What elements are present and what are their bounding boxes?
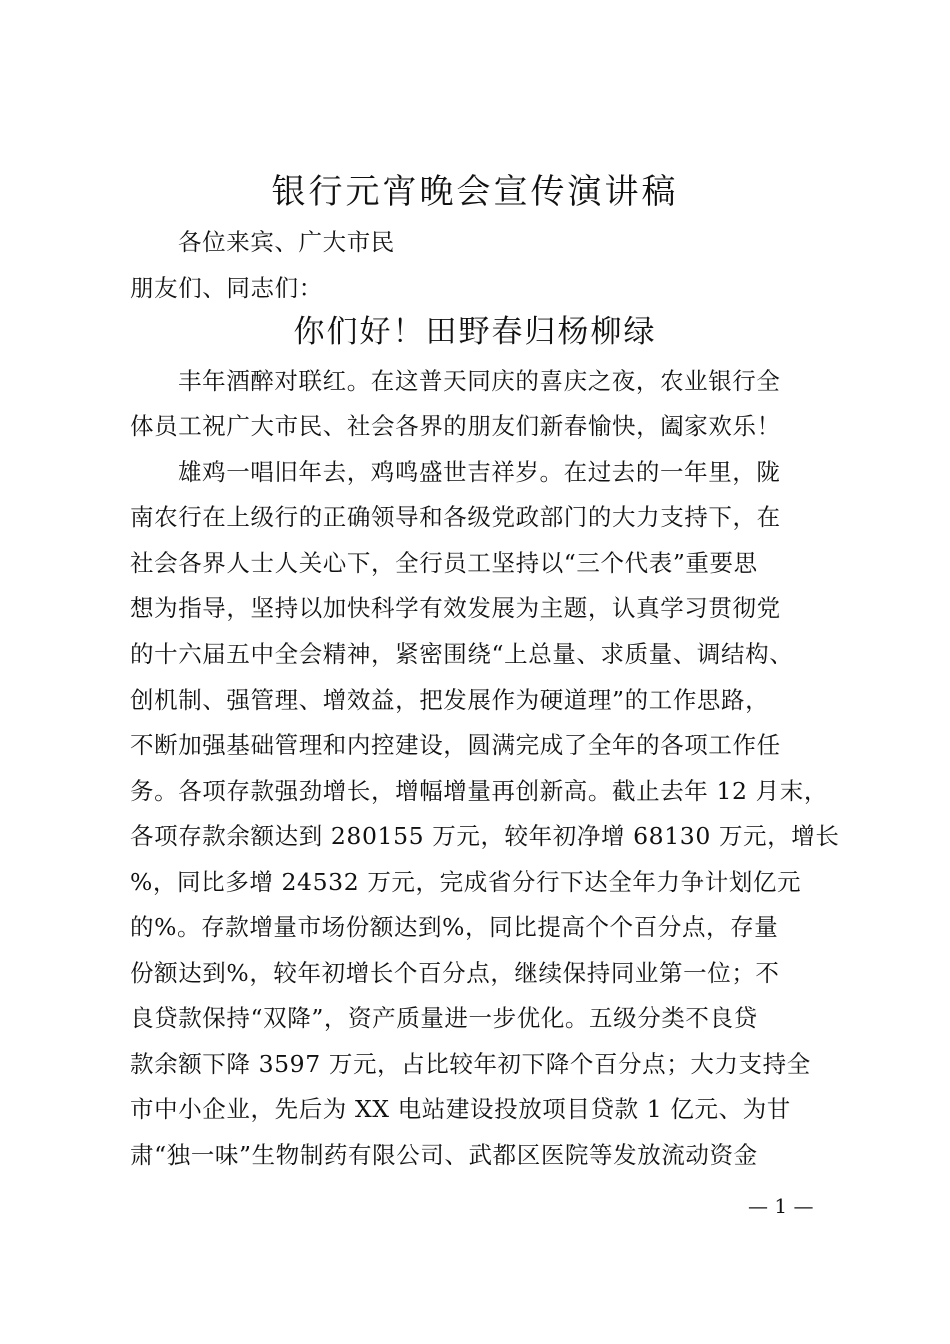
paragraph-line: 良贷款保持“双降”，资产质量进一步优化。五级分类不良贷: [130, 1004, 758, 1032]
paragraph-line: 体员工祝广大市民、社会各界的朋友们新春愉快，阖家欢乐！: [130, 412, 781, 440]
salutation-line-2: 朋友们、同志们：: [130, 274, 323, 302]
paragraph-line: 雄鸡一唱旧年去，鸡鸣盛世吉祥岁。在过去的一年里，陇: [178, 458, 781, 486]
paragraph-line: 创机制、强管理、增效益，把发展作为硬道理”的工作思路，: [130, 686, 770, 714]
paragraph-line: 款余额下降 3597 万元，占比较年初下降个百分点；大力支持全: [130, 1050, 811, 1078]
paragraph-line: 南农行在上级行的正确领导和各级党政部门的大力支持下，在: [130, 503, 781, 531]
paragraph-line: 各项存款余额达到 280155 万元，较年初净增 68130 万元，增长: [130, 822, 840, 850]
paragraph-line: 肃“独一味”生物制药有限公司、武都区医院等发放流动资金: [130, 1141, 758, 1169]
paragraph-line: %，同比多增 24532 万元，完成省分行下达全年力争计划亿元: [130, 868, 802, 896]
paragraph-line: 社会各界人士人关心下，全行员工坚持以“三个代表”重要思: [130, 549, 758, 577]
page-number: — 1 —: [748, 1194, 814, 1218]
paragraph-line: 务。各项存款强劲增长，增幅增量再创新高。截止去年 12 月末，: [130, 777, 828, 805]
paragraph-line: 想为指导，坚持以加快科学有效发展为主题，认真学习贯彻党: [130, 594, 781, 622]
paragraph-line: 的%。存款增量市场份额达到%，同比提高个个百分点，存量: [130, 913, 779, 941]
paragraph-line: 市中小企业，先后为 XX 电站建设投放项目贷款 1 亿元、为甘: [130, 1095, 791, 1123]
greeting-heading: 你们好！田野春归杨柳绿: [293, 314, 657, 350]
paragraph-line: 的十六届五中全会精神，紧密围绕“上总量、求质量、调结构、: [130, 640, 794, 668]
paragraph-line: 丰年酒醉对联红。在这普天同庆的喜庆之夜，农业银行全: [178, 367, 781, 395]
paragraph-line: 份额达到%，较年初增长个百分点，继续保持同业第一位；不: [130, 959, 780, 987]
salutation-line-1: 各位来宾、广大市民: [178, 228, 395, 256]
paragraph-line: 不断加强基础管理和内控建设，圆满完成了全年的各项工作任: [130, 731, 781, 759]
document-title: 银行元宵晚会宣传演讲稿: [271, 172, 679, 212]
